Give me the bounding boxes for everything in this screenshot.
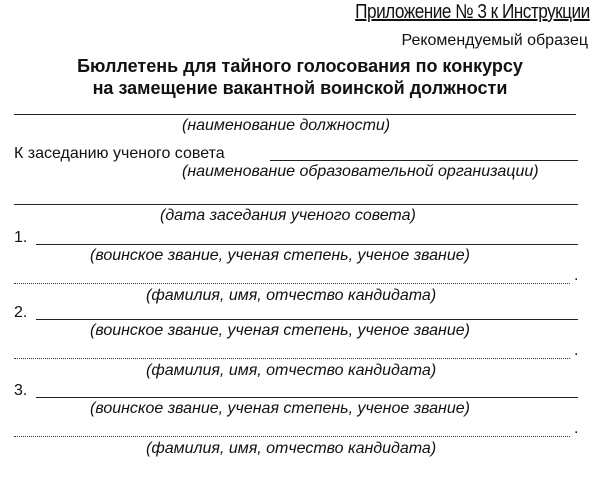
candidate-1-rank-hint: (воинское звание, ученая степень, ученое звание) [90, 247, 470, 264]
candidate-3-name-hint: (фамилия, имя, отчество кандидата) [146, 440, 437, 457]
ballot-title-line-1: Бюллетень для тайного голосования по конкурсу [77, 56, 523, 76]
organization-hint: (наименование образовательной организации) [182, 163, 539, 180]
position-hint: (наименование должности) [182, 117, 391, 134]
council-label: К заседанию ученого совета [14, 145, 225, 162]
candidate-2-rank-hint: (воинское звание, ученая степень, ученое звание) [90, 322, 470, 339]
candidate-3-number: 3. [14, 382, 28, 399]
position-line [14, 114, 576, 115]
organization-line [270, 160, 578, 161]
sample-label: Рекомендуемый образец [401, 32, 588, 49]
appendix-label: Приложение № 3 к Инструкции [355, 1, 590, 23]
date-line [14, 204, 578, 205]
candidate-1-name-line [14, 283, 570, 284]
candidate-2-name-line [14, 358, 570, 359]
ballot-title-line-2: на замещение вакантной воинской должности [92, 78, 508, 98]
candidate-3-rank-line [36, 397, 578, 398]
candidate-1-name-hint: (фамилия, имя, отчество кандидата) [146, 287, 437, 304]
candidate-3-rank-hint: (воинское звание, ученая степень, ученое звание) [90, 400, 470, 417]
candidate-3-name-line [14, 436, 570, 437]
date-hint: (дата заседания ученого совета) [160, 207, 416, 224]
candidate-1-number: 1. [14, 229, 28, 246]
candidate-1-rank-line [36, 244, 578, 245]
candidate-2-rank-line [36, 319, 578, 320]
candidate-3-end-dot: . [574, 420, 579, 437]
candidate-2-end-dot: . [574, 342, 579, 359]
candidate-2-number: 2. [14, 304, 28, 321]
candidate-2-name-hint: (фамилия, имя, отчество кандидата) [146, 362, 437, 379]
candidate-1-end-dot: . [574, 267, 579, 284]
